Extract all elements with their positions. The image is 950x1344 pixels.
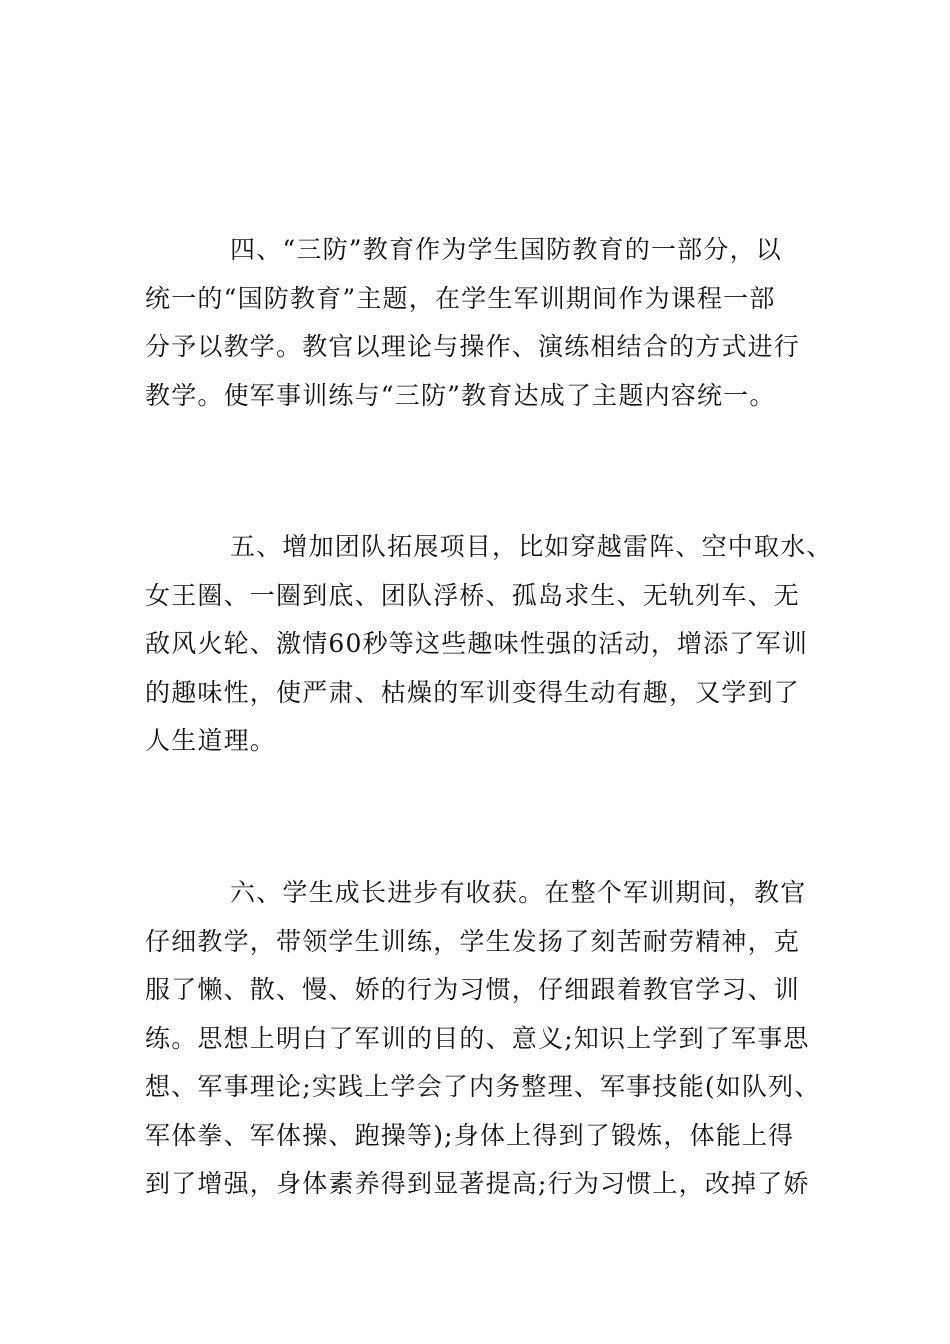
paragraph-line: 女王圈、一圈到底、团队浮桥、孤岛求生、无轨列车、无 xyxy=(145,580,801,610)
paragraph-line: 统一的“国防教育”主题，在学生军训期间作为课程一部 xyxy=(145,283,776,313)
paragraph-four xyxy=(145,226,825,420)
paragraph-line: 敌风火轮、激情60秒等这些趣味性强的活动，增添了军训 xyxy=(145,629,809,658)
paragraph-line: 人生道理。 xyxy=(145,726,277,755)
paragraph-line: 四、“三防”教育作为学生国防教育的一部分，以 xyxy=(230,235,782,264)
paragraph-line: 想、军事理论;实践上学会了内务整理、军事技能(如队列、 xyxy=(145,1072,821,1101)
paragraph-line: 仔细教学，带领学生训练，学生发扬了刻苦耐劳精神，克 xyxy=(145,926,801,956)
paragraph-line: 五、增加团队拓展项目，比如穿越雷阵、空中取水、 xyxy=(230,532,833,561)
paragraph-six xyxy=(145,869,825,1209)
paragraph-line: 到了增强，身体素养得到显著提高;行为习惯上，改掉了娇 xyxy=(145,1169,810,1198)
paragraph-line: 分予以教学。教官以理论与操作、演练相结合的方式进行 xyxy=(145,332,801,361)
paragraph-line: 练。思想上明白了军训的目的、意义;知识上学到了军事思 xyxy=(145,1023,810,1053)
paragraph-line: 的趣味性，使严肃、枯燥的军训变得生动有趣，又学到了 xyxy=(145,677,801,707)
paragraph-five xyxy=(145,523,833,766)
paragraph-line: 六、学生成长进步有收获。在整个军训期间，教官 xyxy=(230,878,807,907)
paragraph-line: 教学。使军事训练与“三防”教育达成了主题内容统一。 xyxy=(145,380,776,410)
paragraph-line: 服了懒、散、慢、娇的行为习惯，仔细跟着教官学习、训 xyxy=(145,975,801,1004)
paragraph-line: 军体拳、军体操、跑操等);身体上得到了锻炼，体能上得 xyxy=(145,1120,795,1150)
